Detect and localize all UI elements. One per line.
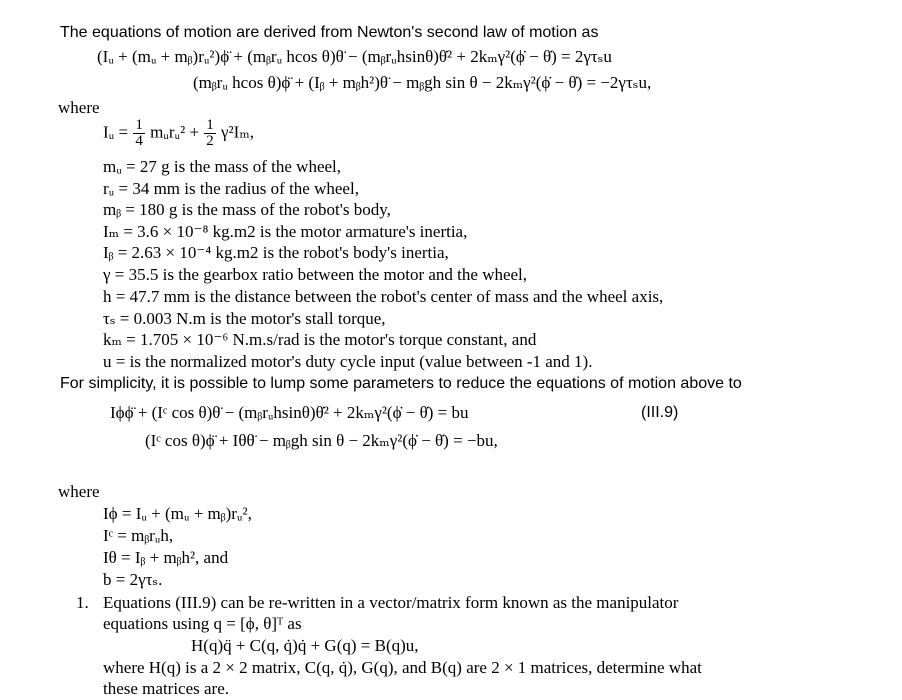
iw-fraction-2-num: 1 — [206, 117, 214, 133]
iw-lhs: Iᵤ = — [103, 122, 129, 142]
where-label-1: where — [58, 98, 100, 117]
question-line-2: equations using q = [ϕ, θ]ᵀ as — [103, 614, 302, 633]
def-itheta: Iθ = Iᵦ + mᵦh², and — [103, 548, 229, 567]
question-line-3: where H(q) is a 2 × 2 matrix, C(q, q̇), G(q), and B(q) are 2 × 1 matrices, determine what — [103, 658, 702, 677]
iw-definition — [103, 118, 254, 149]
iw-end: γ²Iₘ, — [221, 122, 254, 142]
iw-fraction-1-den: 4 — [135, 133, 143, 149]
eom-eq-1: (Iᵤ + (mᵤ + mᵦ)rᵤ²)ϕ̈ + (mᵦrᵤ hcos θ)θ̈ − (mᵦrᵤhsinθ)θ̇² + 2kₘγ²(ϕ̇ − θ̇) = 2γτₛu — [97, 47, 612, 66]
lumped-eq-2: (Iᶜ cos θ)ϕ̈ + Iθθ̈ − mᵦgh sin θ − 2kₘγ²(ϕ̇ − θ̇) = −bu, — [145, 431, 498, 450]
param-gamma: γ = 35.5 is the gearbox ratio between the motor and the wheel, — [103, 265, 528, 284]
question-line-1: Equations (III.9) can be re-written in a vector/matrix form known as the manipulator — [103, 593, 679, 612]
param-mb: mᵦ = 180 g is the mass of the robot's body, — [103, 200, 391, 219]
where-label-2: where — [58, 482, 100, 501]
iw-fraction-1-num: 1 — [135, 117, 143, 133]
def-iphi: Iϕ = Iᵤ + (mᵤ + mᵦ)rᵤ², — [103, 504, 252, 523]
manipulator-equation: H(q)q̈ + C(q, q̇)q̇ + G(q) = B(q)u, — [191, 636, 419, 655]
intro-text: The equations of motion are derived from Newton's second law of motion as — [60, 24, 599, 41]
param-mw: mᵤ = 27 g is the mass of the wheel, — [103, 157, 342, 176]
param-im: Iₘ = 3.6 × 10⁻⁸ kg.m2 is the motor armature's inertia, — [103, 222, 468, 241]
param-rw: rᵤ = 34 mm is the radius of the wheel, — [103, 179, 359, 198]
def-b: b = 2γτₛ. — [103, 570, 163, 589]
def-ic: Iᶜ = mᵦrᵤh, — [103, 526, 174, 545]
iw-middle: mᵤrᵤ² + — [150, 122, 200, 142]
lumped-eq-1: Iϕϕ̈ + (Iᶜ cos θ)θ̈ − (mᵦrᵤhsinθ)θ̇² + 2kₘγ²(ϕ̇ − θ̇) = bu — [110, 403, 469, 422]
param-h: h = 47.7 mm is the distance between the robot's center of mass and the wheel axis, — [103, 287, 664, 306]
param-km: kₘ = 1.705 × 10⁻⁶ N.m.s/rad is the motor's torque constant, and — [103, 330, 537, 349]
param-u: u = is the normalized motor's duty cycle input (value between -1 and 1). — [103, 352, 593, 371]
iw-fraction-2-den: 2 — [206, 133, 214, 149]
simplify-text: For simplicity, it is possible to lump some parameters to reduce the equations of motion above to — [60, 375, 742, 392]
eom-eq-2: (mᵦrᵤ hcos θ)ϕ̈ + (Iᵦ + mᵦh²)θ̈ − mᵦgh sin θ − 2kₘγ²(ϕ̇ − θ̇) = −2γτₛu, — [193, 73, 652, 92]
question-number: 1. — [76, 593, 89, 612]
param-ib: Iᵦ = 2.63 × 10⁻⁴ kg.m2 is the robot's body's inertia, — [103, 243, 449, 262]
param-taus: τₛ = 0.003 N.m is the motor's stall torque, — [103, 309, 386, 328]
iw-fraction-2 — [204, 118, 216, 149]
iw-fraction-1 — [133, 118, 145, 149]
equation-label: (III.9) — [641, 404, 679, 421]
question-line-4: these matrices are. — [103, 679, 230, 698]
